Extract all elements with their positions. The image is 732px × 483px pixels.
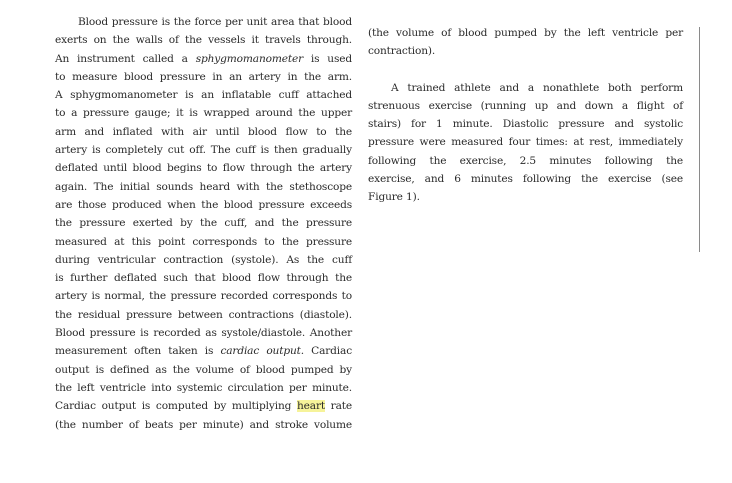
italic-term: cardiac output.	[220, 345, 304, 358]
text-line: An instrument called a sphygmomanometer is used	[55, 52, 352, 65]
text-line: the left ventricle into systemic circulation per minute.	[55, 381, 352, 394]
text-line: measurement often taken is cardiac output. Cardiac	[55, 345, 352, 358]
text-line: are those produced when the blood pressure exceeds	[55, 198, 352, 211]
text-line: (the number of beats per minute) and stroke volume	[55, 418, 352, 431]
text-line: deflated until blood begins to flow through the artery	[55, 162, 352, 175]
text-line: again. The initial sounds heard with the stethoscope	[55, 180, 352, 193]
text-line: output is defined as the volume of blood pumped by	[55, 363, 352, 376]
text-line: to measure blood pressure in an artery in the arm.	[55, 70, 352, 83]
text-line: artery is normal, the pressure recorded corresponds to	[55, 290, 352, 303]
text-line: is further deflated such that blood flow through the	[55, 272, 352, 285]
text-line: Blood pressure is the force per unit area that blood	[78, 16, 352, 28]
text-line: artery is completely cut off. The cuff is then gradually	[55, 144, 352, 157]
text-line: pressure were measured four times: at rest, immediately	[368, 136, 683, 149]
text-line: Figure 1).	[368, 191, 420, 204]
text-line: A sphygmomanometer is an inflatable cuff attached	[55, 89, 352, 102]
text-line: exerts on the walls of the vessels it travels through.	[55, 34, 352, 47]
text-line: A trained athlete and a nonathlete both perform	[391, 81, 683, 94]
paragraph-gap	[368, 61, 683, 79]
text-line: Blood pressure is recorded as systole/diastole. Another	[55, 327, 352, 340]
text-line: measured at this point corresponds to the pressure	[55, 235, 352, 248]
text-line: (the volume of blood pumped by the left ventricle per	[368, 27, 683, 39]
text-line: Cardiac output is computed by multiplying heart rate	[55, 400, 352, 413]
text-line: strenuous exercise (running up and down a flight of	[368, 99, 683, 112]
text-line: arm and inflated with air until blood flow to the	[55, 125, 352, 138]
text-line: the residual pressure between contractions (diastole).	[55, 308, 352, 321]
left-column-text	[55, 13, 352, 434]
page-edge-divider	[699, 27, 700, 252]
text-line: the pressure exerted by the cuff, and the pressure	[55, 217, 352, 230]
right-column-text	[368, 24, 683, 207]
italic-term: sphygmomanometer	[195, 52, 304, 65]
text-line: during ventricular contraction (systole). As the cuff	[55, 253, 352, 266]
text-line: exercise, and 6 minutes following the exercise (see	[368, 173, 683, 186]
text-line: following the exercise, 2.5 minutes following the	[368, 154, 683, 167]
highlighted-word: heart	[296, 400, 325, 413]
text-line: contraction).	[368, 45, 436, 58]
text-line: to a pressure gauge; it is wrapped around the upper	[55, 107, 352, 120]
text-line: stairs) for 1 minute. Diastolic pressure and systolic	[368, 118, 683, 131]
